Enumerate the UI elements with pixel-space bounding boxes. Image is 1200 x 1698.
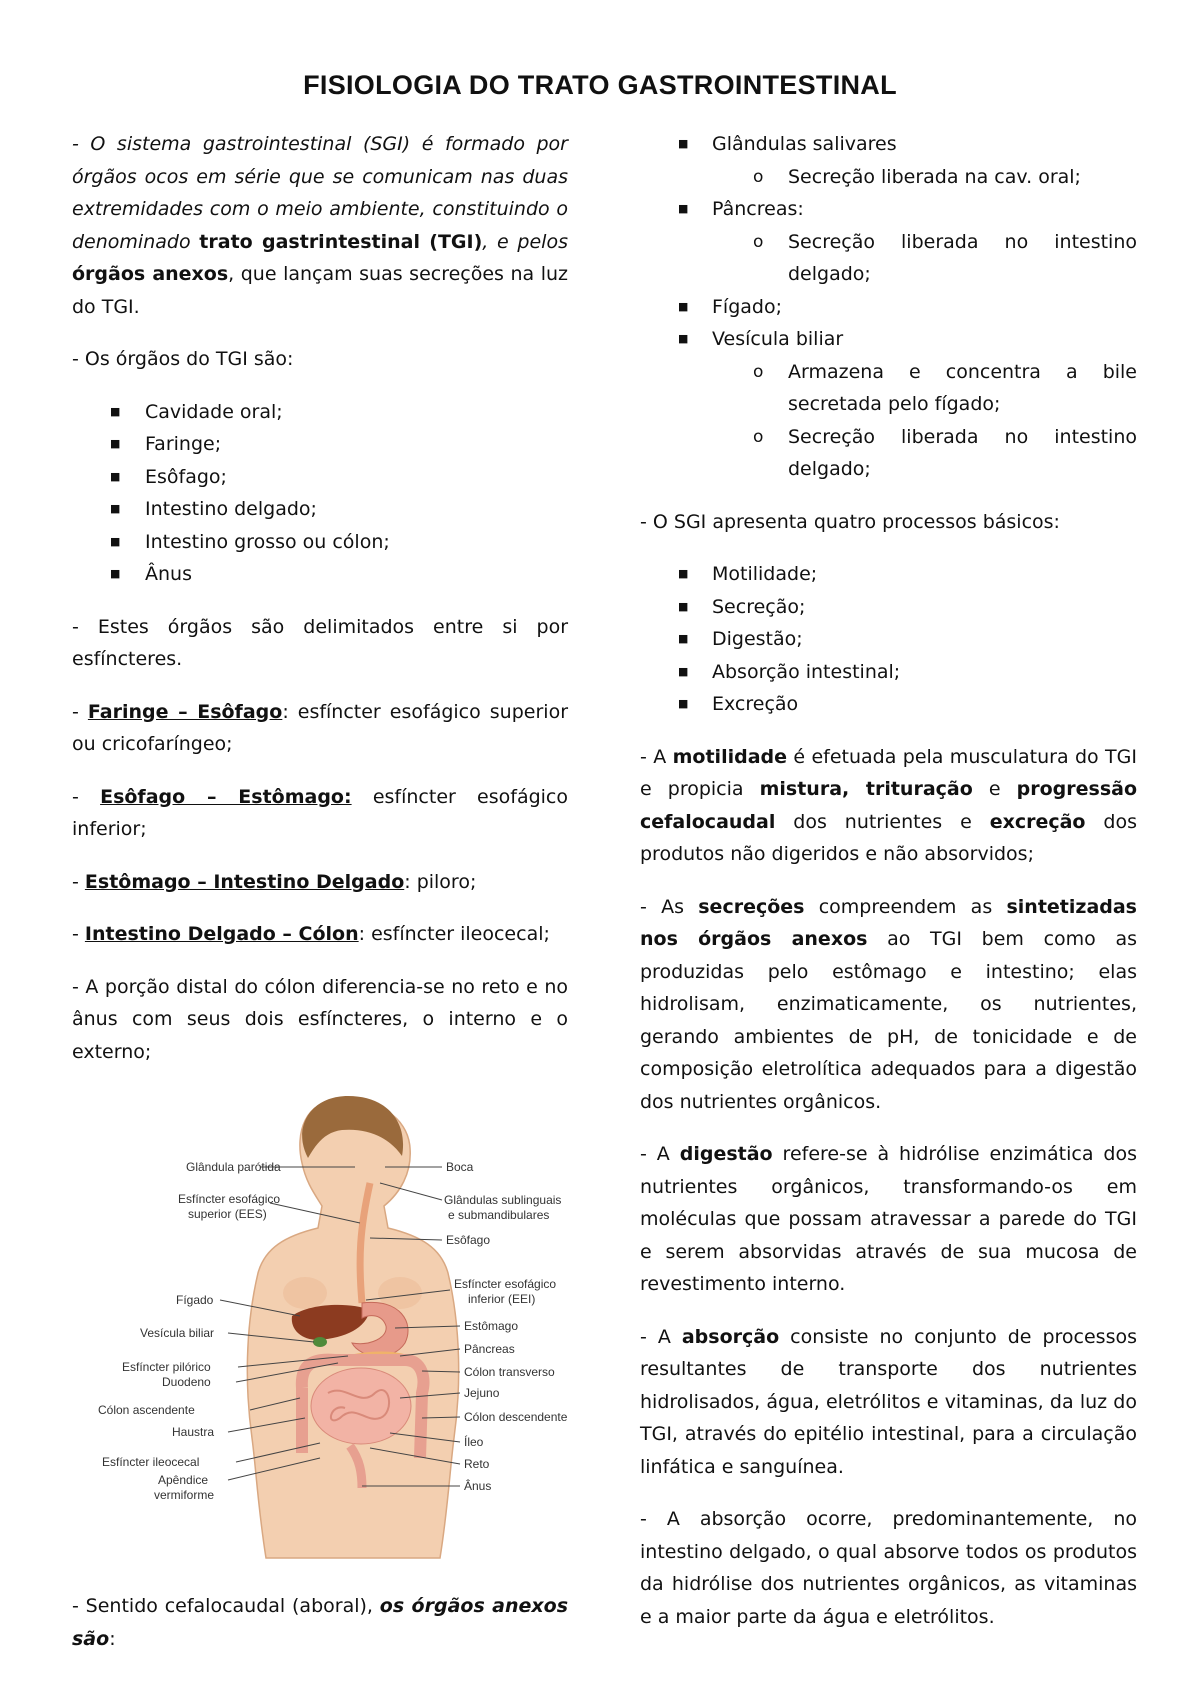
label-anus: Ânus <box>464 1479 492 1493</box>
motilidade-paragraph: - A motilidade é efetuada pela musculatura do TGI e propicia mistura, trituração e progressão cefalocaudal dos nutrientes e excreção dos produtos não digeridos e não absorvidos; <box>640 745 1137 865</box>
label-colon-ascendente: Cólon ascendente <box>98 1403 195 1417</box>
label-haustra: Haustra <box>172 1425 215 1439</box>
list-item: ■ Digestão; <box>640 623 1137 656</box>
bullet-icon: ■ <box>678 299 689 313</box>
digestive-system-figure <box>70 1088 610 1568</box>
label-sublinguais-1: Glândulas sublinguais <box>444 1193 562 1207</box>
label-ileo: Íleo <box>464 1435 484 1449</box>
label-parotida: Glândula parótida <box>186 1160 281 1174</box>
bullet-icon: ■ <box>678 567 689 580</box>
absorcao-paragraph: - A absorção consiste no conjunto de processos resultantes de transporte dos nutrientes hidrolisados, água, eletrólitos e vitaminas, da luz do TGI, através do epitélio intestinal, para a circulação linfática e sanguínea. <box>640 1325 1137 1478</box>
bullet-icon: ■ <box>110 502 121 515</box>
list-item: ■ Vesícula biliar <box>640 323 1137 356</box>
secrecoes-paragraph: - As secreções compreendem as sintetizadas nos órgãos anexos ao TGI bem como as produzidas pelo estômago e intestino; elas hidrolisam, enzimaticamente, os nutrientes, gerando ambientes de pH, de tonicidade e de composição eletrolítica adequados para a digestão dos nutrientes orgânicos. <box>640 895 1137 1113</box>
left-column <box>72 128 568 1675</box>
list-item: ■ Faringe; <box>72 428 568 461</box>
organs-intro: - Os órgãos do TGI são: <box>72 348 294 370</box>
list-item: ■ Secreção; <box>640 591 1137 624</box>
circle-bullet-icon: o <box>753 166 764 187</box>
label-pilorico: Esfíncter pilórico <box>122 1360 211 1374</box>
sphincter-intestino-colon: - Intestino Delgado – Cólon: esfíncter ileocecal; <box>72 923 550 945</box>
label-estomago: Estômago <box>464 1319 519 1333</box>
list-item: ■ Motilidade; <box>640 558 1137 591</box>
bullet-icon: ■ <box>110 534 121 548</box>
sub-list-item: o Armazena e concentra a bile secretada pelo fígado; <box>640 356 1137 421</box>
label-apendice-2: vermiforme <box>154 1488 215 1502</box>
list-item: ■ Fígado; <box>640 291 1137 324</box>
label-figado: Fígado <box>176 1293 214 1307</box>
label-jejuno: Jejuno <box>464 1386 500 1400</box>
organs-list <box>72 396 568 591</box>
circle-bullet-icon: o <box>753 426 764 447</box>
circle-bullet-icon: o <box>753 361 764 382</box>
label-reto: Reto <box>464 1457 490 1471</box>
list-item: ■ Cavidade oral; <box>72 396 568 429</box>
list-item: ■ Intestino delgado; <box>72 493 568 526</box>
list-item: ■ Glândulas salivares <box>640 128 1137 161</box>
annex-organs-intro: - Sentido cefalocaudal (aboral), os órgãos anexos são: <box>72 1595 568 1650</box>
right-column <box>640 128 1137 1653</box>
label-ileocecal: Esfíncter ileocecal <box>102 1455 200 1469</box>
list-item: ■ Excreção <box>640 688 1137 721</box>
anatomy-illustration <box>70 1088 610 1568</box>
bullet-icon: ■ <box>678 632 689 645</box>
bullet-icon: ■ <box>110 404 121 418</box>
bullet-icon: ■ <box>110 437 121 450</box>
list-item: ■ Intestino grosso ou cólon; <box>72 526 568 559</box>
intro-paragraph: - O sistema gastrointestinal (SGI) é formado por órgãos ocos em série que se comunicam nas duas extremidades com o meio ambiente, constituindo o denominado trato gastrintestinal (TGI), e pelos órgãos anexos, que lançam suas secreções na luz do TGI. <box>72 133 568 318</box>
label-vesicula: Vesícula biliar <box>140 1326 215 1340</box>
circle-bullet-icon: o <box>753 231 764 252</box>
list-item: ■ Absorção intestinal; <box>640 656 1137 689</box>
bullet-icon: ■ <box>678 664 689 678</box>
label-pancreas: Pâncreas <box>464 1342 515 1356</box>
list-item: ■ Esôfago; <box>72 461 568 494</box>
sub-list-item: o Secreção liberada no intestino delgado; <box>640 421 1137 486</box>
processes-list <box>640 558 1137 721</box>
bullet-icon: ■ <box>678 599 689 613</box>
sphincter-faringe-esofago: - Faringe – Esôfago: esfíncter esofágico superior ou cricofaríngeo; <box>72 700 568 755</box>
bullet-icon: ■ <box>678 137 689 150</box>
label-sublinguais-2: e submandibulares <box>448 1208 550 1222</box>
bullet-icon: ■ <box>678 332 689 345</box>
label-ees-2: superior (EES) <box>188 1207 267 1221</box>
sphincter-esofago-estomago: - Esôfago – Estômago: esfíncter esofágico inferior; <box>72 785 569 840</box>
label-eei-2: inferior (EEI) <box>468 1292 536 1306</box>
list-item: ■ Ânus <box>72 558 568 591</box>
list-item: ■ Pâncreas: <box>640 193 1137 226</box>
sub-list-item: o Secreção liberada no intestino delgado; <box>640 226 1137 291</box>
processes-intro: - O SGI apresenta quatro processos básicos: <box>640 510 1060 533</box>
sphincters-intro: - Estes órgãos são delimitados entre si por esfíncteres. <box>72 615 568 670</box>
bullet-icon: ■ <box>110 567 121 580</box>
sub-list-item: o Secreção liberada na cav. oral; <box>640 161 1137 194</box>
sphincter-estomago-intestino: - Estômago – Intestino Delgado: piloro; <box>72 870 477 893</box>
bullet-icon: ■ <box>110 469 121 483</box>
label-eei-1: Esfíncter esofágico <box>454 1277 557 1291</box>
annex-glands-list <box>640 128 1137 486</box>
label-esofago: Esôfago <box>446 1233 491 1247</box>
bullet-icon: ■ <box>678 202 689 215</box>
digestao-paragraph: - A digestão refere-se à hidrólise enzimática dos nutrientes orgânicos, transformando-os em moléculas que possam atravessar a parede do TGI e serem absorvidas através de sua mucosa de revestimento interno. <box>640 1143 1137 1295</box>
label-boca: Boca <box>446 1160 474 1174</box>
label-duodeno: Duodeno <box>162 1375 211 1389</box>
label-colon-transverso: Cólon transverso <box>464 1365 555 1379</box>
distal-colon-paragraph: - A porção distal do cólon diferencia-se no reto e no ânus com seus dois esfíncteres, o interno e o externo; <box>72 975 568 1063</box>
label-apendice-1: Apêndice <box>158 1473 209 1487</box>
page-title: FISIOLOGIA DO TRATO GASTROINTESTINAL <box>303 70 897 100</box>
bullet-icon: ■ <box>678 697 689 710</box>
absorcao-local-paragraph: - A absorção ocorre, predominantemente, no intestino delgado, o qual absorve todos os produtos da hidrólise dos nutrientes orgânicos, as vitaminas e a maior parte da água e eletrólitos. <box>640 1508 1137 1628</box>
label-ees-1: Esfíncter esofágico <box>178 1192 281 1206</box>
label-colon-descendente: Cólon descendente <box>464 1410 568 1424</box>
